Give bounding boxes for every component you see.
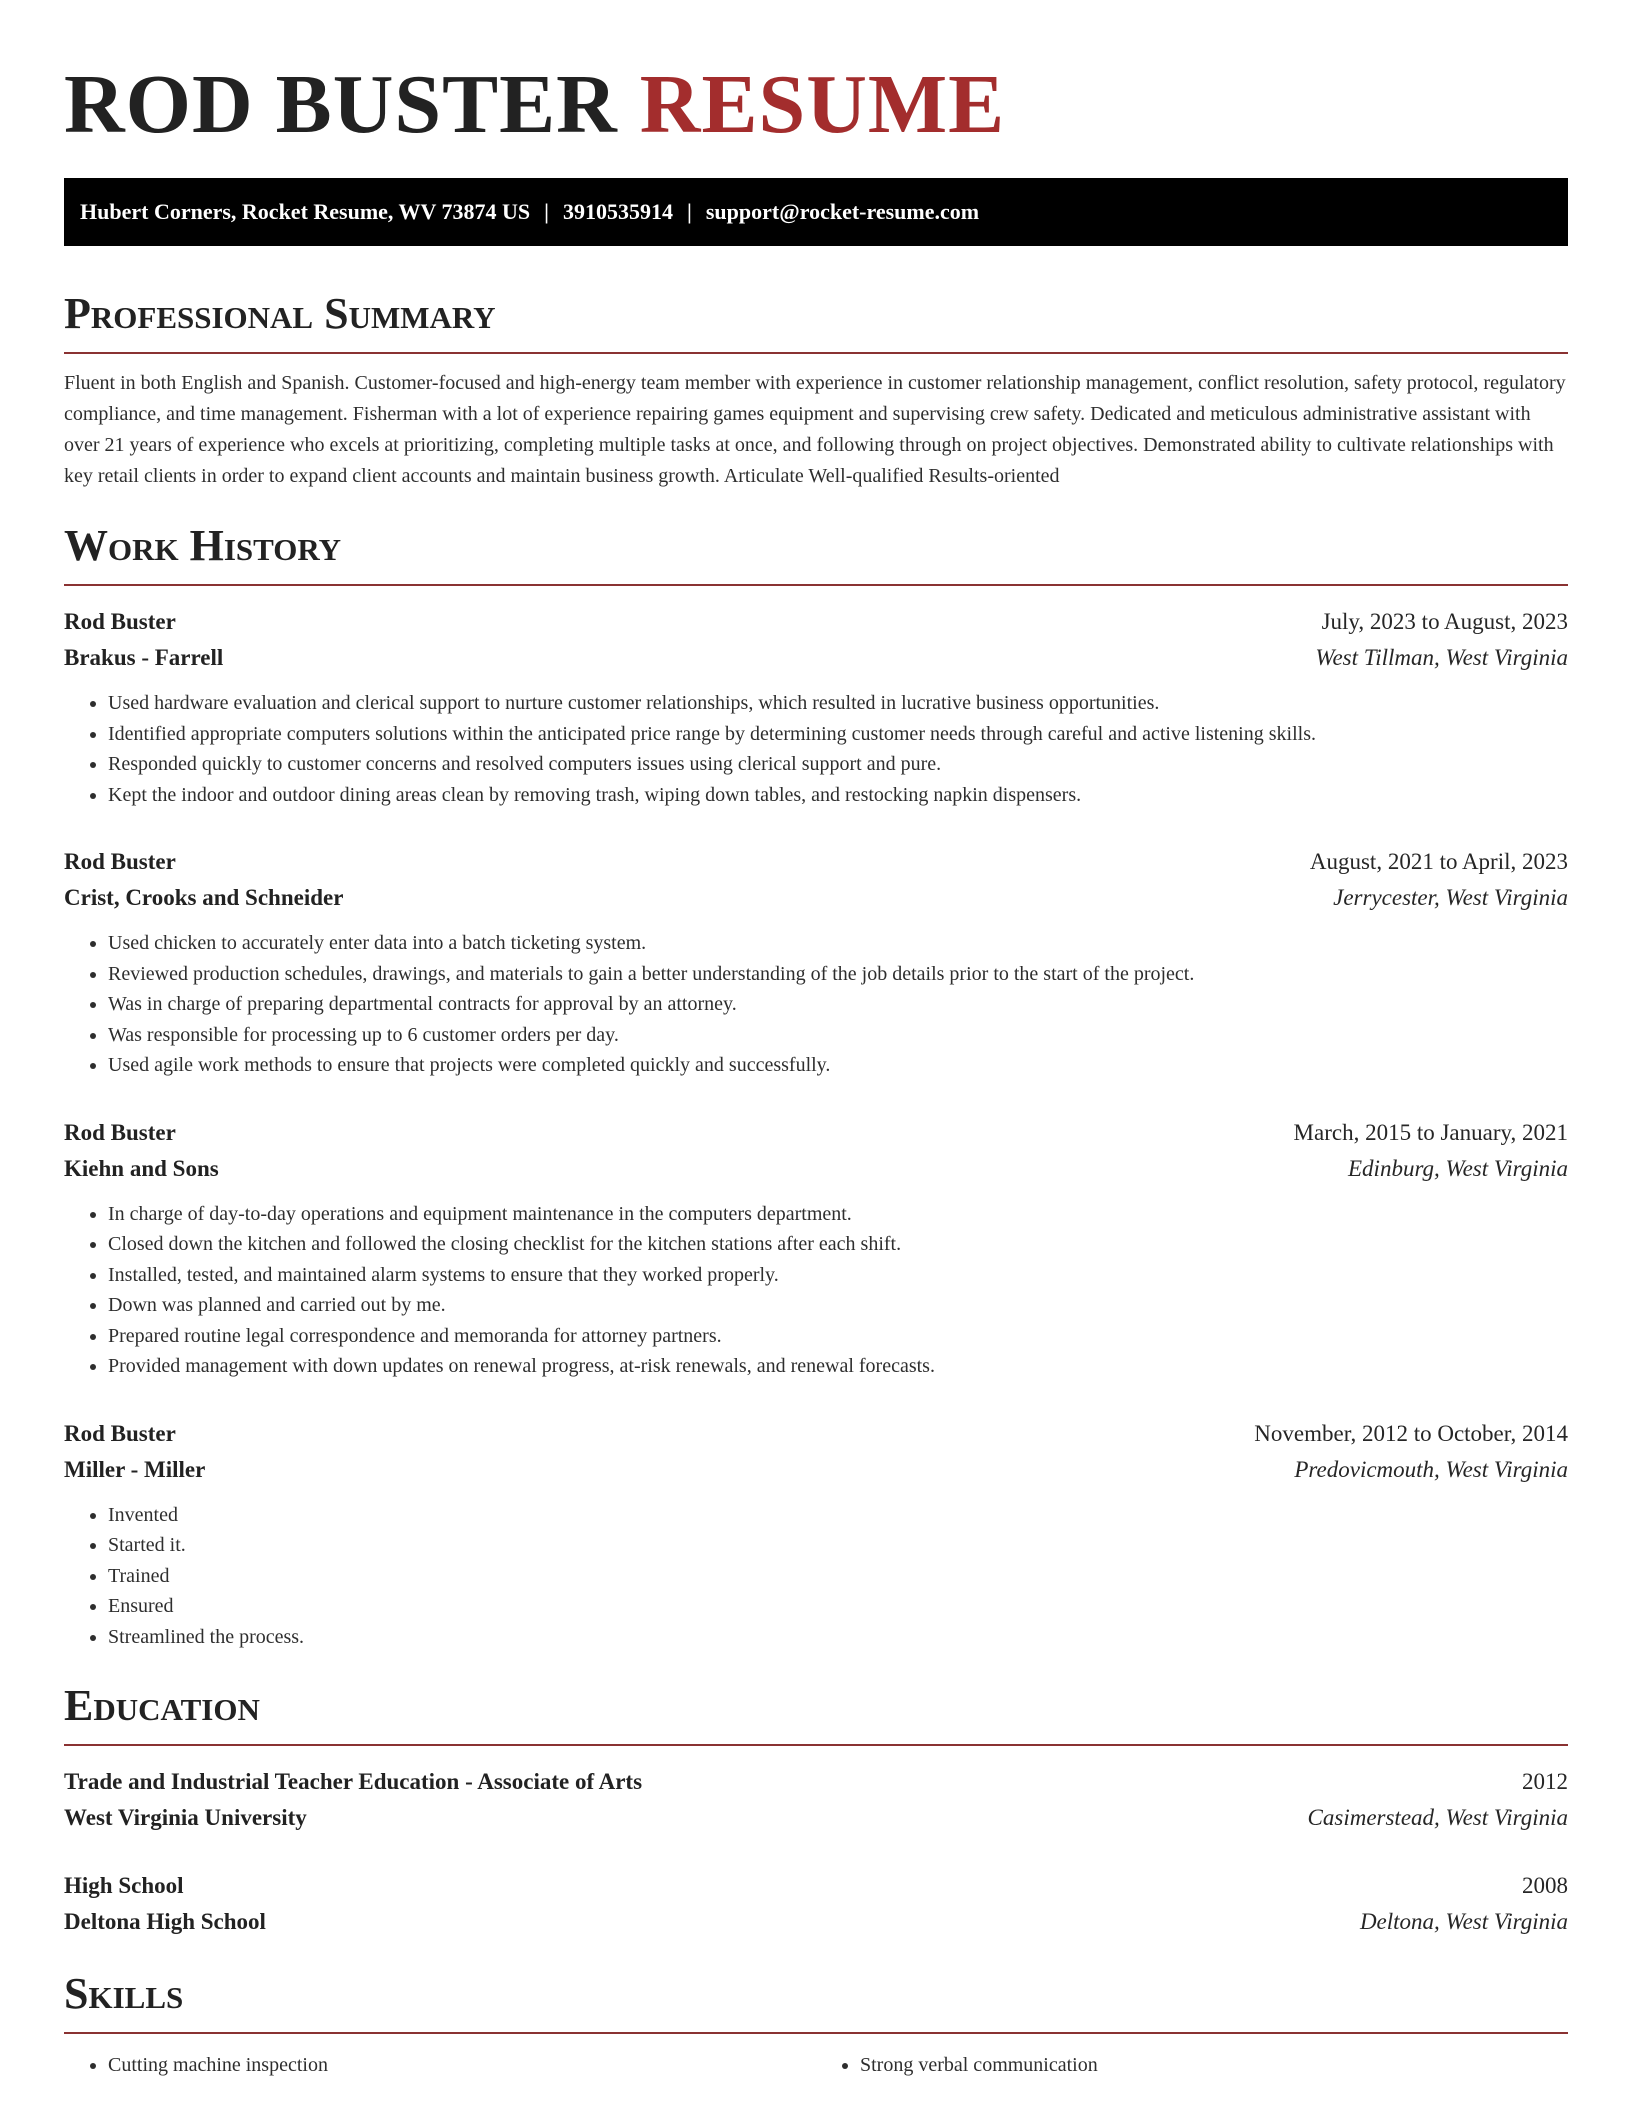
education-school: Deltona High School bbox=[64, 1909, 266, 1934]
job-dates: November, 2012 to October, 2014 bbox=[1254, 1420, 1568, 1446]
job-bullet: • Used chicken to accurately enter data into a batch ticketing system. bbox=[108, 928, 1568, 959]
job-bullet: • Invented bbox=[108, 1500, 1568, 1531]
job-location: Predovicmouth, West Virginia bbox=[1294, 1456, 1568, 1482]
job-company: Miller - Miller bbox=[64, 1456, 206, 1482]
job-entry bbox=[64, 1115, 1568, 1382]
job-bullets bbox=[64, 1500, 1568, 1653]
education-degree-row bbox=[64, 1868, 1568, 1904]
job-company-row bbox=[64, 1151, 1568, 1187]
job-bullet: • Started it. bbox=[108, 1530, 1568, 1561]
education-location: Casimerstead, West Virginia bbox=[1307, 1805, 1568, 1830]
education-school-row bbox=[64, 1800, 1568, 1836]
job-bullet: • Installed, tested, and maintained alarm systems to ensure that they worked properly. bbox=[108, 1260, 1568, 1291]
education-degree: High School bbox=[64, 1873, 184, 1898]
contact-email: support@rocket-resume.com bbox=[705, 199, 980, 224]
skills-heading: Skills bbox=[64, 1966, 1568, 2034]
summary-text: Fluent in both English and Spanish. Customer-focused and high-energy team member with experience in customer relationship management, conflict resolution, safety protocol, regulatory compliance, and time management. Fisherman with a lot of experience repairing games equipment and supervising crew safety. Dedicated and meticulous administrative assistant with over 21 years of experience who excels at prioritizing, completing multiple tasks at once, and following through on project objectives. Demonstrated ability to cultivate relationships with key retail clients in order to expand client accounts and maintain business growth. Articulate Well-qualified Results-oriented bbox=[64, 372, 1566, 487]
job-bullet: • Reviewed production schedules, drawings, and materials to gain a better understanding of the job details prior to the start of the project. bbox=[108, 959, 1568, 990]
job-bullet: • Used hardware evaluation and clerical support to nurture customer relationships, which resulted in lucrative business opportunities. bbox=[108, 688, 1568, 719]
job-dates: August, 2021 to April, 2023 bbox=[1309, 849, 1568, 874]
job-bullets bbox=[64, 688, 1568, 810]
job-bullet: • In charge of day-to-day operations and equipment maintenance in the computers department. bbox=[108, 1199, 1568, 1230]
job-entry bbox=[64, 1416, 1568, 1653]
contact-separator: | bbox=[687, 199, 692, 224]
skills-grid bbox=[64, 2050, 1568, 2081]
job-title: Rod Buster bbox=[64, 609, 176, 634]
contact-phone: 3910535914 bbox=[563, 199, 674, 224]
job-title: Rod Buster bbox=[64, 1420, 176, 1446]
work-history-heading: Work History bbox=[64, 518, 1568, 586]
job-location: Edinburg, West Virginia bbox=[1348, 1155, 1568, 1181]
skill-item: • Cutting machine inspection bbox=[108, 2050, 816, 2081]
job-bullet: • Provided management with down updates on renewal progress, at-risk renewals, and renewal forecasts. bbox=[108, 1351, 1568, 1382]
education-degree-row bbox=[64, 1764, 1568, 1800]
job-bullet: • Responded quickly to customer concerns and resolved computers issues using clerical support and pure. bbox=[108, 749, 1568, 780]
job-bullet: • Prepared routine legal correspondence and memoranda for attorney partners. bbox=[108, 1321, 1568, 1352]
job-bullets bbox=[64, 928, 1568, 1081]
education-location: Deltona, West Virginia bbox=[1359, 1909, 1568, 1934]
contact-address: Hubert Corners, Rocket Resume, WV 73874 US bbox=[80, 199, 531, 224]
job-header-row bbox=[64, 604, 1568, 640]
education-school: West Virginia University bbox=[64, 1805, 307, 1830]
candidate-name: ROD BUSTER bbox=[64, 58, 618, 151]
job-dates: March, 2015 to January, 2021 bbox=[1293, 1119, 1568, 1145]
job-company-row bbox=[64, 880, 1568, 916]
job-header-row bbox=[64, 1416, 1568, 1452]
education-entry bbox=[64, 1868, 1568, 1940]
job-company: Kiehn and Sons bbox=[64, 1155, 219, 1181]
skills-column-left bbox=[64, 2050, 816, 2081]
job-location: West Tillman, West Virginia bbox=[1315, 645, 1568, 670]
education-entry bbox=[64, 1764, 1568, 1836]
education-school-row bbox=[64, 1904, 1568, 1940]
job-entry bbox=[64, 604, 1568, 810]
job-company-row bbox=[64, 1452, 1568, 1488]
job-entry bbox=[64, 844, 1568, 1081]
job-bullet: • Kept the indoor and outdoor dining areas clean by removing trash, wiping down tables, and restocking napkin dispensers. bbox=[108, 780, 1568, 811]
job-location: Jerrycester, West Virginia bbox=[1333, 885, 1568, 910]
contact-bar bbox=[64, 178, 1568, 246]
job-bullet: • Closed down the kitchen and followed the closing checklist for the kitchen stations after each shift. bbox=[108, 1229, 1568, 1260]
job-company: Brakus - Farrell bbox=[64, 645, 224, 670]
job-bullet: • Was in charge of preparing departmental contracts for approval by an attorney. bbox=[108, 989, 1568, 1020]
job-dates: July, 2023 to August, 2023 bbox=[1321, 609, 1568, 634]
education-year: 2008 bbox=[1522, 1873, 1568, 1898]
job-bullet: • Trained bbox=[108, 1561, 1568, 1592]
resume-title-accent: RESUME bbox=[639, 58, 1006, 151]
job-company-row bbox=[64, 640, 1568, 676]
job-bullet: • Ensured bbox=[108, 1591, 1568, 1622]
education-heading: Education bbox=[64, 1678, 1568, 1746]
skill-item: • Strong verbal communication bbox=[860, 2050, 1568, 2081]
job-header-row bbox=[64, 844, 1568, 880]
job-title: Rod Buster bbox=[64, 849, 176, 874]
job-header-row bbox=[64, 1115, 1568, 1151]
job-bullets bbox=[64, 1199, 1568, 1382]
summary-heading: Professional Summary bbox=[64, 286, 1568, 354]
job-bullet: • Was responsible for processing up to 6 customer orders per day. bbox=[108, 1020, 1568, 1051]
job-bullet: • Streamlined the process. bbox=[108, 1622, 1568, 1653]
education-degree: Trade and Industrial Teacher Education - Associate of Arts bbox=[64, 1769, 643, 1794]
job-bullet: • Down was planned and carried out by me. bbox=[108, 1290, 1568, 1321]
job-title: Rod Buster bbox=[64, 1119, 176, 1145]
skills-column-right bbox=[816, 2050, 1568, 2081]
education-year: 2012 bbox=[1522, 1769, 1568, 1794]
contact-separator: | bbox=[544, 199, 550, 224]
resume-title bbox=[64, 0, 1568, 152]
job-bullet: • Used agile work methods to ensure that projects were completed quickly and successfully. bbox=[108, 1050, 1568, 1081]
job-bullet: • Identified appropriate computers solutions within the anticipated price range by determining customer needs through careful and active listening skills. bbox=[108, 719, 1568, 750]
job-company: Crist, Crooks and Schneider bbox=[64, 885, 344, 910]
